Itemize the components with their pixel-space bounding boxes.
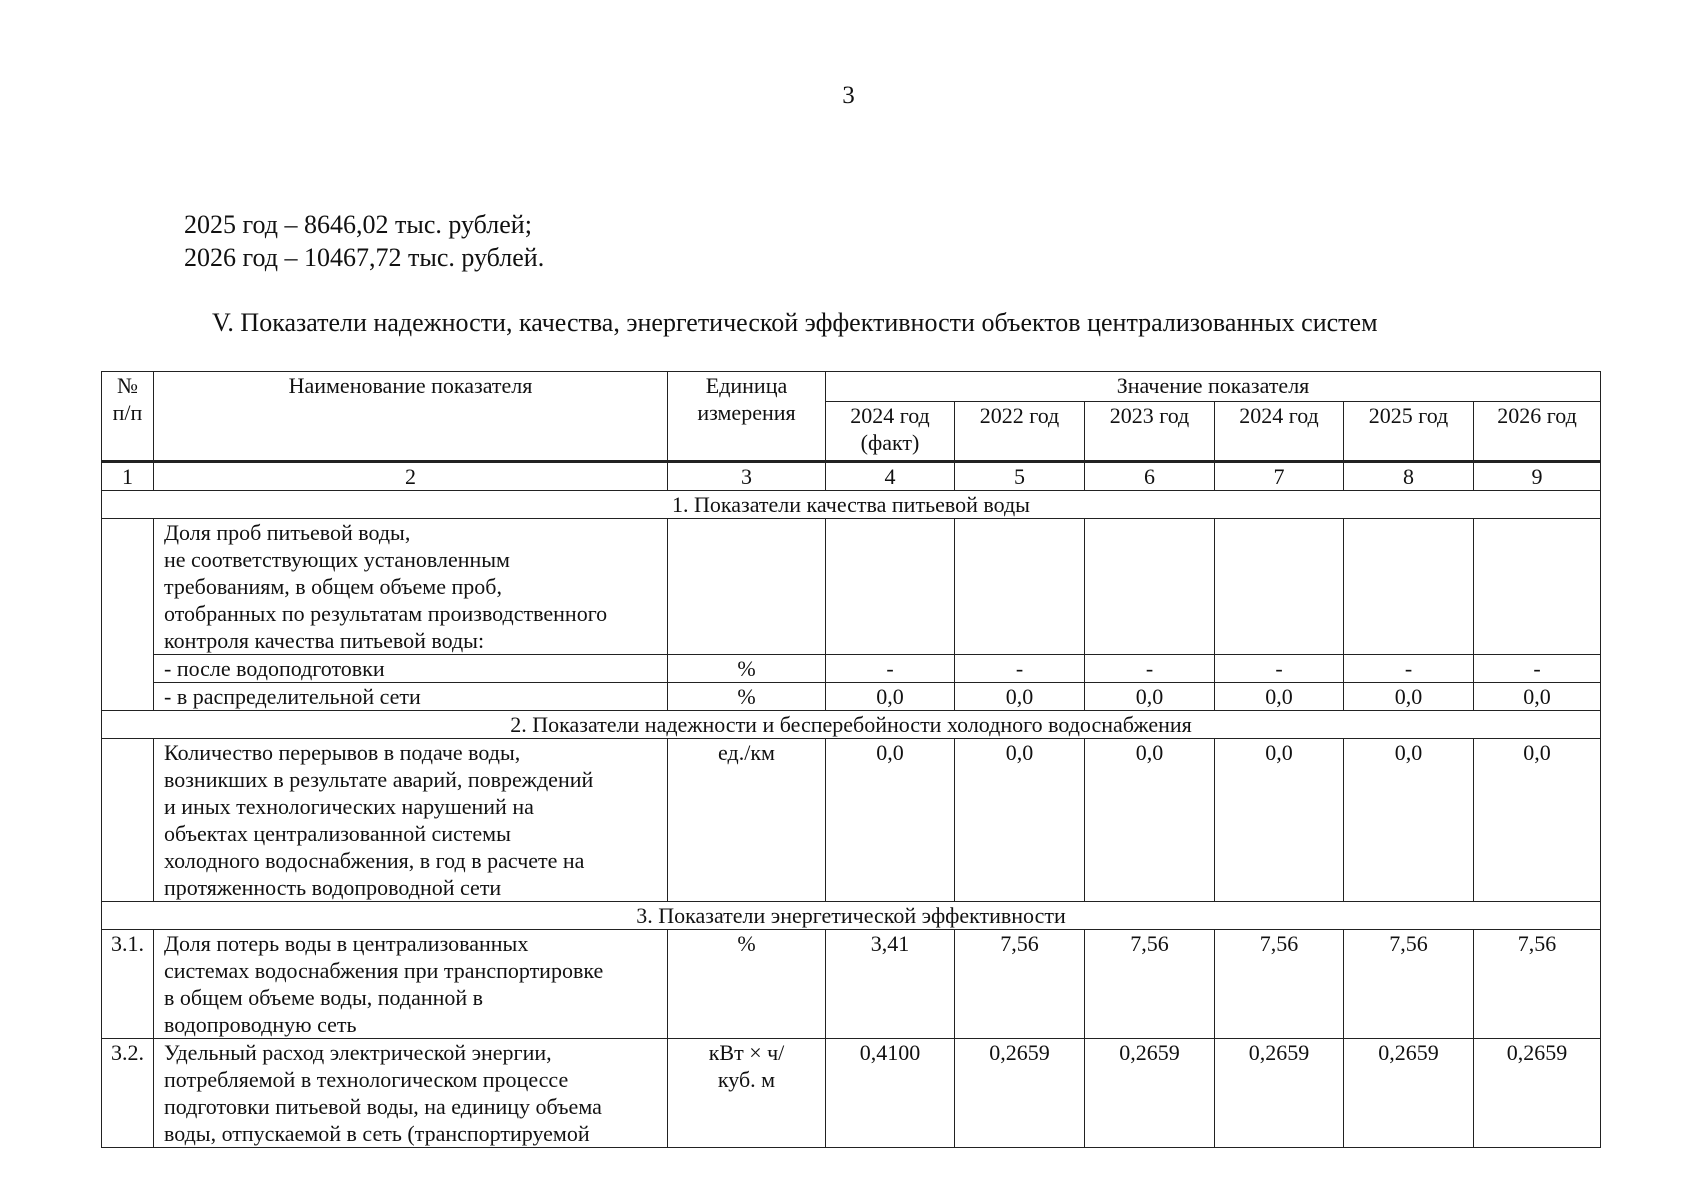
value-cell: 0,0 [1474, 683, 1601, 711]
value-cell: 0,0 [1085, 683, 1215, 711]
header-row-1 [102, 372, 1601, 402]
table-row [102, 655, 1601, 683]
section-title-row [102, 711, 1601, 739]
value-cell: 0,2659 [1085, 1039, 1215, 1148]
value-cell: 0,0 [1215, 683, 1344, 711]
row-num-cell [102, 739, 154, 902]
value-cell: - [955, 655, 1085, 683]
header-year-5: 2025 год [1344, 402, 1474, 462]
column-number: 3 [668, 462, 826, 491]
value-cell: 0,0 [955, 683, 1085, 711]
indicator-name: Доля потерь воды в централизованных системах водоснабжения при транспортировке в общем объеме воды, поданной в водопроводную сеть [154, 930, 668, 1039]
indicator-name: - в распределительной сети [154, 683, 668, 711]
section-title-row [102, 491, 1601, 519]
value-cell: 0,0 [1085, 739, 1215, 902]
value-cell: 7,56 [1085, 930, 1215, 1039]
value-cell: 0,2659 [1474, 1039, 1601, 1148]
header-year-1: 2024 год (факт) [826, 402, 955, 462]
row-num-cell [102, 519, 154, 711]
header-year-4: 2024 год [1215, 402, 1344, 462]
header-year-3: 2023 год [1085, 402, 1215, 462]
empty-cell [1474, 519, 1601, 655]
value-cell: 0,0 [1344, 739, 1474, 902]
column-number: 1 [102, 462, 154, 491]
value-cell: 7,56 [1474, 930, 1601, 1039]
value-cell: 0,2659 [955, 1039, 1085, 1148]
value-cell: 0,0 [1344, 683, 1474, 711]
table-row [102, 1039, 1601, 1148]
column-number: 9 [1474, 462, 1601, 491]
header-year-6: 2026 год [1474, 402, 1601, 462]
column-number: 5 [955, 462, 1085, 491]
page-number: 3 [842, 82, 855, 109]
indicator-name: Доля проб питьевой воды, не соответствующих установленным требованиям, в общем объеме проб, отобранных по результатам производственного контроля качества питьевой воды: [154, 519, 668, 655]
column-number: 8 [1344, 462, 1474, 491]
column-number-row [102, 462, 1601, 491]
indicator-name: Удельный расход электрической энергии, потребляемой в технологическом процессе подготовки питьевой воды, на единицу объема воды, отпускаемой в сеть (транспортируемой [154, 1039, 668, 1148]
indicator-name: Количество перерывов в подаче воды, возникших в результате аварий, повреждений и иных технологических нарушений на объектах централизованной системы холодного водоснабжения, в год в расчете на протяженность водопроводной сети [154, 739, 668, 902]
budget-line-2025: 2025 год – 8646,02 тыс. рублей; [184, 210, 532, 239]
header-name: Наименование показателя [154, 372, 668, 462]
value-cell: 7,56 [955, 930, 1085, 1039]
value-cell: 0,0 [1215, 739, 1344, 902]
indicator-name: - после водоподготовки [154, 655, 668, 683]
value-cell: 0,0 [826, 683, 955, 711]
row-num-cell: 3.1. [102, 930, 154, 1039]
row-num-cell: 3.2. [102, 1039, 154, 1148]
empty-cell [826, 519, 955, 655]
column-number: 2 [154, 462, 668, 491]
value-cell: - [826, 655, 955, 683]
empty-cell [1344, 519, 1474, 655]
empty-cell [668, 519, 826, 655]
value-cell: 3,41 [826, 930, 955, 1039]
empty-cell [955, 519, 1085, 655]
value-cell: 0,2659 [1215, 1039, 1344, 1148]
column-number: 6 [1085, 462, 1215, 491]
section-heading: V. Показатели надежности, качества, энергетической эффективности объектов централизованных систем [212, 308, 1378, 337]
value-cell: 0,0 [955, 739, 1085, 902]
value-cell: 7,56 [1215, 930, 1344, 1039]
header-value-group: Значение показателя [826, 372, 1601, 402]
value-cell: 7,56 [1344, 930, 1474, 1039]
table-row [102, 739, 1601, 902]
section-2-title: 2. Показатели надежности и бесперебойности холодного водоснабжения [102, 711, 1601, 739]
value-cell: 0,0 [1474, 739, 1601, 902]
header-unit: Единица измерения [668, 372, 826, 462]
value-cell: - [1474, 655, 1601, 683]
table-row [102, 930, 1601, 1039]
column-number: 4 [826, 462, 955, 491]
empty-cell [1085, 519, 1215, 655]
unit-cell: ед./км [668, 739, 826, 902]
unit-cell: кВт × ч/ куб. м [668, 1039, 826, 1148]
empty-cell [1215, 519, 1344, 655]
unit-cell: % [668, 930, 826, 1039]
value-cell: - [1344, 655, 1474, 683]
value-cell: - [1085, 655, 1215, 683]
table-row [102, 519, 1601, 655]
value-cell: 0,4100 [826, 1039, 955, 1148]
value-cell: 0,2659 [1344, 1039, 1474, 1148]
table-row [102, 683, 1601, 711]
budget-line-2026: 2026 год – 10467,72 тыс. рублей. [184, 243, 545, 272]
section-title-row [102, 902, 1601, 930]
unit-cell: % [668, 655, 826, 683]
indicators-table [101, 371, 1601, 1148]
column-number: 7 [1215, 462, 1344, 491]
value-cell: 0,0 [826, 739, 955, 902]
header-year-2: 2022 год [955, 402, 1085, 462]
unit-cell: % [668, 683, 826, 711]
value-cell: - [1215, 655, 1344, 683]
section-3-title: 3. Показатели энергетической эффективности [102, 902, 1601, 930]
header-num: № п/п [102, 372, 154, 462]
section-1-title: 1. Показатели качества питьевой воды [102, 491, 1601, 519]
budget-lines [184, 208, 544, 274]
